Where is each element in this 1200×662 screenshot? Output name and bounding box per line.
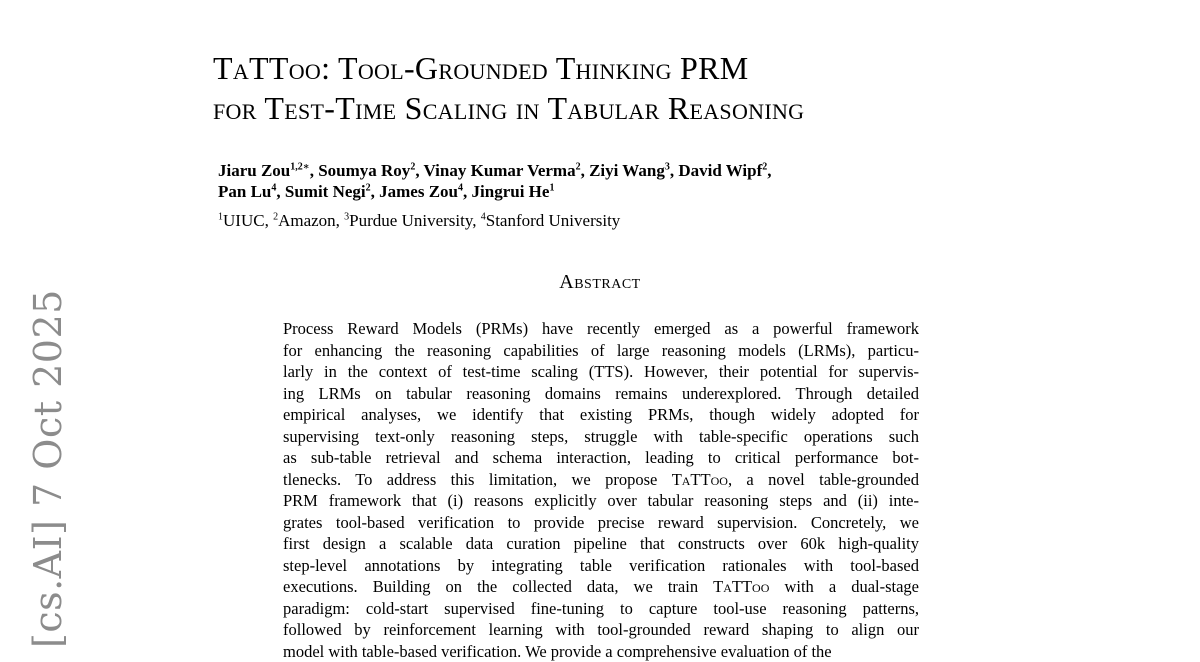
abstract-text: with a dual-stage [769, 577, 919, 596]
author-name: Ziyi Wang [589, 161, 665, 180]
author-affiliation-mark: 2 [366, 182, 371, 193]
abstract-line [283, 318, 919, 340]
title-line-1: TaTToo: Tool-Grounded Thinking PRM [213, 48, 993, 88]
author-name: Pan Lu [218, 182, 271, 201]
abstract-line [283, 404, 919, 426]
arxiv-identifier-stamp: [cs.AI] 7 Oct 2025 [26, 289, 70, 648]
abstract-text: tlenecks. To address this limitation, we propose [283, 470, 672, 489]
abstract-line [283, 641, 919, 662]
author-name: David Wipf [678, 161, 762, 180]
abstract-text: larly in the context of test-time scaling (TTS). However, their potential for supervis- [283, 362, 919, 381]
abstract-text: PRM framework that (i) reasons explicitly over tabular reasoning steps and (ii) inte- [283, 491, 919, 510]
abstract-line [283, 512, 919, 534]
affiliation-separator: , [336, 211, 345, 230]
author-separator: , [371, 182, 380, 201]
abstract-text: grates tool-based verification to provide precise reward supervision. Concretely, we [283, 513, 919, 532]
author-affiliation-mark: 4 [458, 182, 463, 193]
author-affiliation-mark: 4 [271, 182, 276, 193]
affiliation-mark: 2 [273, 211, 278, 222]
author-name: Jingrui He [472, 182, 550, 201]
abstract-heading: Abstract [0, 270, 1200, 294]
title-line-2: for Test-Time Scaling in Tabular Reasoning [213, 88, 993, 128]
abstract-text: empirical analyses, we identify that existing PRMs, though widely adopted for [283, 405, 919, 424]
abstract-text: followed by reinforcement learning with tool-grounded reward shaping to align our [283, 620, 919, 639]
author-separator: , [415, 161, 423, 180]
author-affiliation-mark: 2 [762, 161, 767, 172]
author-affiliation-mark: 1,2∗ [290, 161, 309, 172]
abstract-text: step-level annotations by integrating table verification rationales with tool-based [283, 556, 919, 575]
abstract-text: paradigm: cold-start supervised fine-tuning to capture tool-use reasoning patterns, [283, 599, 919, 618]
author-name: Vinay Kumar Verma [424, 161, 576, 180]
abstract-text: as sub-table retrieval and schema interaction, leading to critical performance bot- [283, 448, 919, 467]
author-separator: , [767, 161, 771, 180]
abstract-line [283, 533, 919, 555]
abstract-text: ing LRMs on tabular reasoning domains remains underexplored. Through detailed [283, 384, 919, 403]
author-separator: , [670, 161, 679, 180]
abstract-line [283, 598, 919, 620]
system-name: TaTToo [713, 577, 769, 596]
author-separator: , [581, 161, 590, 180]
abstract-line [283, 383, 919, 405]
author-list [218, 160, 1018, 202]
author-separator: , [463, 182, 472, 201]
system-name: TaTToo [672, 470, 728, 489]
abstract-line [283, 426, 919, 448]
affiliation-list [218, 210, 1018, 231]
author-name: James Zou [379, 182, 458, 201]
author-name: Soumya Roy [318, 161, 410, 180]
abstract-text: for enhancing the reasoning capabilities of large reasoning models (LRMs), particu- [283, 341, 919, 360]
paper-title [213, 48, 993, 128]
affiliation-separator: , [265, 211, 274, 230]
abstract-text: model with table-based verification. We provide a comprehensive evaluation of the [283, 642, 832, 661]
author-affiliation-mark: 1 [549, 182, 554, 193]
abstract-line [283, 555, 919, 577]
abstract-line [283, 469, 919, 491]
affiliation-mark: 1 [218, 211, 223, 222]
abstract-text: executions. Building on the collected data, we train [283, 577, 713, 596]
author-affiliation-mark: 2 [410, 161, 415, 172]
affiliation-mark: 4 [481, 211, 486, 222]
abstract-line [283, 447, 919, 469]
affiliation-mark: 3 [344, 211, 349, 222]
author-name: Sumit Negi [285, 182, 366, 201]
affiliation-name: Amazon [278, 211, 336, 230]
abstract-body [283, 318, 919, 662]
abstract-line [283, 361, 919, 383]
author-affiliation-mark: 2 [576, 161, 581, 172]
abstract-text: , a novel table-grounded [728, 470, 919, 489]
author-affiliation-mark: 3 [665, 161, 670, 172]
affiliation-name: Stanford University [486, 211, 621, 230]
abstract-text: supervising text-only reasoning steps, struggle with table-specific operations such [283, 427, 919, 446]
author-name: Jiaru Zou [218, 161, 290, 180]
abstract-text: Process Reward Models (PRMs) have recently emerged as a powerful framework [283, 319, 919, 338]
abstract-line [283, 619, 919, 641]
abstract-line [283, 340, 919, 362]
author-separator: , [276, 182, 285, 201]
author-separator: , [310, 161, 319, 180]
affiliation-name: UIUC [223, 211, 265, 230]
abstract-text: first design a scalable data curation pipeline that constructs over 60k high-quality [283, 534, 919, 553]
affiliation-name: Purdue University [349, 211, 472, 230]
abstract-line [283, 490, 919, 512]
affiliation-separator: , [472, 211, 481, 230]
abstract-line [283, 576, 919, 598]
